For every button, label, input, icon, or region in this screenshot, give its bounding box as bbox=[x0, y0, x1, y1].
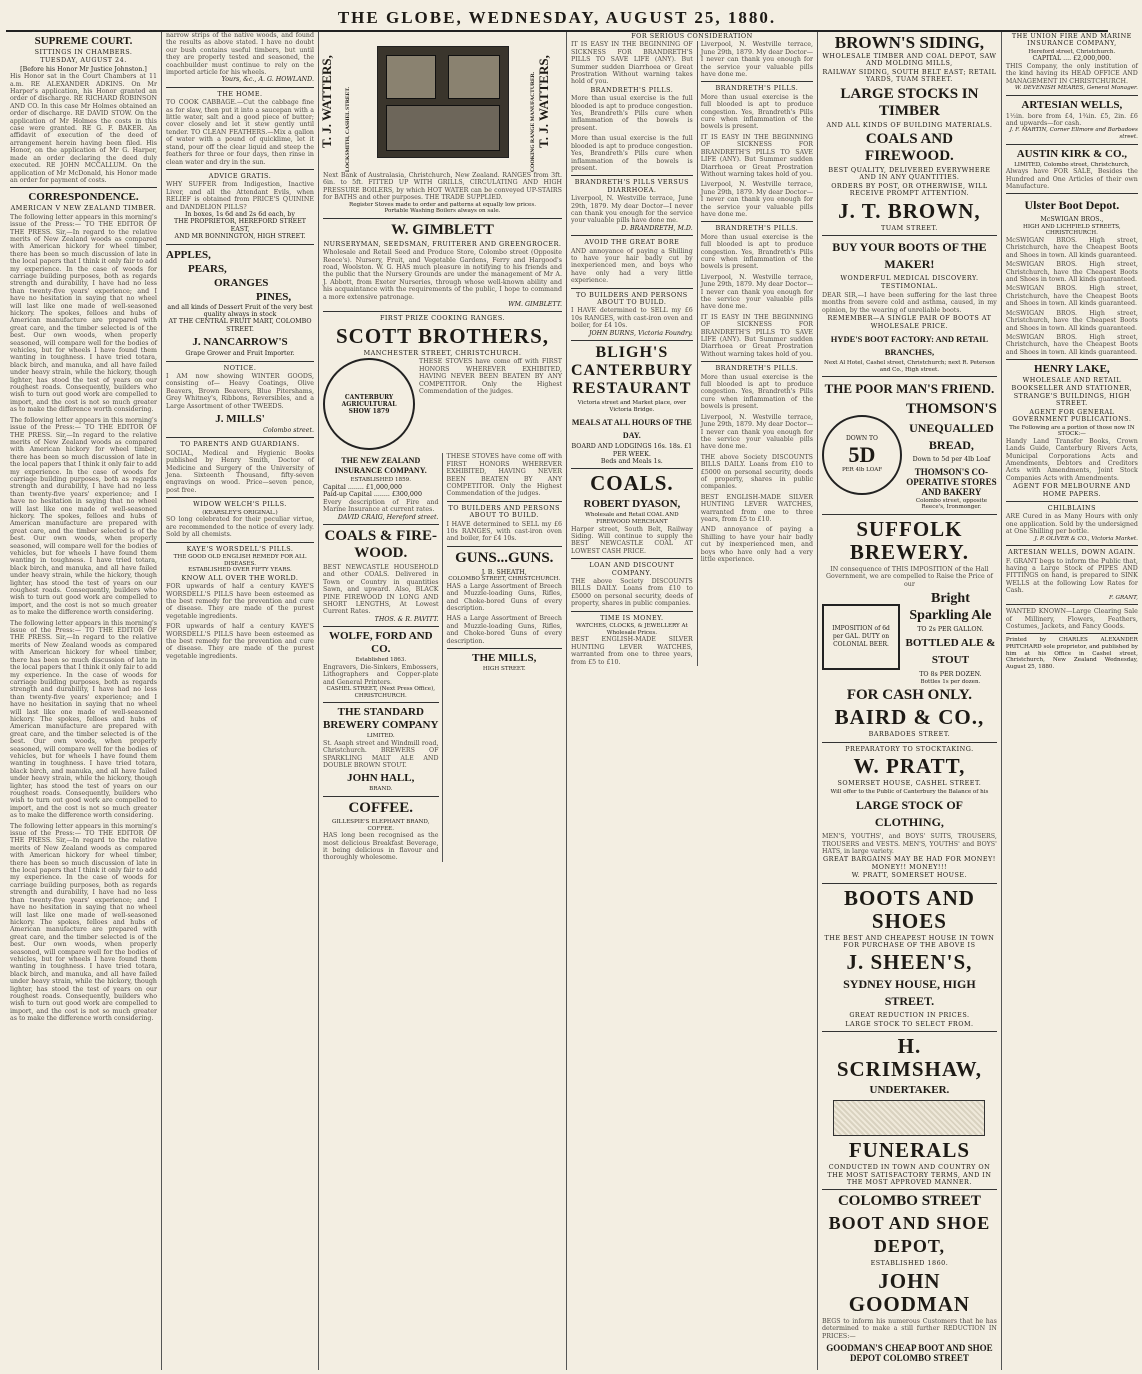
brandreth-right-7: IT IS EASY IN THE BEGINNING OF SICKNESS FOR BRANDRETH'S PILLS TO SAVE LIFE (ANY). But Summer sudden Diarrhoea or Great Prostration Without warning takes hold of you. bbox=[700, 313, 813, 358]
hearse-illustration bbox=[833, 1100, 985, 1136]
bright-ale: Bright Sparkling Ale bbox=[909, 590, 992, 623]
chemist-1: THE PROPRIETOR, HEREFORD STREET EAST, bbox=[174, 218, 306, 233]
bottled-ale: BOTTLED ALE & STOUT bbox=[905, 637, 996, 667]
gimblett-name: W. GIMBLETT bbox=[391, 221, 494, 238]
tuesday-date: TUESDAY, AUGUST 24. bbox=[40, 56, 127, 65]
buy-boots-heading: BUY YOUR BOOTS OF THE MAKER! bbox=[832, 240, 987, 272]
wanted-text: WANTED KNOWN—Large Clearing Sale of Millinery, Flowers, Feathers, Costumes, Jackets, and Fancy Goods. bbox=[1005, 608, 1138, 631]
suffolk-heading: SUFFOLK BREWERY. bbox=[849, 516, 969, 564]
guns-name: J. B. SHEATH, bbox=[481, 568, 527, 576]
column-1 bbox=[6, 32, 162, 1370]
instock-text: Handy Land Transfer Books, Crown Lands Guide, Canterbury Rivers Acts, Municipal Corporations Acts and Amendments, Debtors and Creditors Acts with Amendments, Joint Stock Companies Acts with Amendments. bbox=[1005, 437, 1138, 482]
pratt-offer: Will offer to the Public of Canterbury the Balance of his bbox=[830, 788, 989, 795]
column-5 bbox=[818, 32, 1138, 1370]
scott-medal-text: CANTERBURY AGRICULTURAL SHOW 1879 bbox=[341, 393, 397, 415]
ulster-text: McSWIGAN BROS. High street, Christchurch, have the Cheapest Boots and Shoes in town. All kinds guaranteed. bbox=[1005, 237, 1138, 259]
column-3 bbox=[319, 32, 567, 1370]
welch-heading: WIDOW WELCH'S PILLS. bbox=[193, 500, 287, 509]
artesian2-text: F. GRANT begs to inform the Public that, having a Large Stock of PIPES AND FITTINGS on hand, is prepared to SINK WELLS at the following Low Rates for Cash. bbox=[1005, 557, 1138, 595]
advice-heading: ADVICE GRATIS. bbox=[208, 171, 272, 180]
coals2-heading: COALS. bbox=[590, 471, 674, 496]
brandreth-right-6: Liverpool, N. Westville terrace, June 29th, 1879. My dear Doctor—I never can thank you enough for the service your valuable pills have done me. bbox=[700, 273, 813, 311]
coals-firewood-heading: COALS AND FIREWOOD. bbox=[865, 131, 954, 165]
brandreth-right-11: BEST ENGLISH-MADE SILVER HUNTING LEVER WATCHES, warranted from one to three years, from £5 to £10. bbox=[700, 493, 813, 523]
brandreth2-text: Liverpool, N. Westville terrace, June 29th, 1879. My dear Doctor—I never can thank you enough for the service your valuable pills have done me. bbox=[571, 195, 693, 225]
kaye-known: KNOW ALL OVER THE WORLD. bbox=[181, 573, 299, 582]
testimonial-heading: TESTIMONIAL. bbox=[880, 282, 938, 291]
bligh-sub: Victoria street and Market place, over Victoria Bridge. bbox=[577, 400, 687, 413]
funerals-sub: CONDUCTED IN TOWN AND COUNTRY ON THE MOST SATISFACTORY TERMS, AND IN THE MOST APPROVED MANNER. bbox=[827, 1163, 992, 1186]
watters-foot: Portable Washing Boilers always on sale. bbox=[384, 208, 501, 215]
correspondence-heading: CORRESPONDENCE. bbox=[28, 191, 139, 204]
baird-name: BAIRD & CO., bbox=[834, 705, 985, 730]
coals-text: BEST NEWCASTLE HOUSEHOLD and other COALS. Delivered in Town or Country in quantities Sawn, and upward. Also, BLACK PINE FIREWOOD IN LONG AND SHORT LENGTHS, At Lowest Current Rates. bbox=[323, 563, 439, 616]
bargains-line: GREAT BARGAINS MAY BE HAD FOR MONEY! MONEY!! MONEY!!! bbox=[823, 855, 996, 871]
brandreth-right-1: Liverpool, N. Westville terrace, June 29th, 1879. My dear Doctor—I never can thank you enough for the service your valuable pills have done me. bbox=[700, 41, 813, 79]
brandreth-right-heading: BRANDRETH'S PILLS. bbox=[715, 84, 799, 93]
dyason-sub: Wholesale and Retail COAL AND FIREWOOD MERCHANT bbox=[585, 512, 679, 526]
wolfe-heading: WOLFE, FORD AND CO. bbox=[328, 630, 433, 656]
hyde-sub: Next Al Hotel, Cashel street, Christchurch; next R. Peterson and Co., High street. bbox=[823, 359, 995, 373]
henry-sub: WHOLESALE AND RETAIL BOOKSELLER AND STATIONER, bbox=[1011, 376, 1133, 392]
brandreth-heading: BRANDRETH'S PILLS. bbox=[590, 85, 674, 94]
coals-heading: COALS & FIRE-WOOD. bbox=[324, 527, 437, 561]
chilblains-sig: J. P. OLIVER & CO., Victoria Market. bbox=[1034, 535, 1138, 542]
court-text: His Honor sat in the Court Chambers at 11 a.m. RE ALEXANDER ADKINS. On Mr Harper's application, his Honor granted an order of discharge. RE RICHARD ROBINSON AND CO. In this case Mr Holmes obtained an order of discharge. RE DAVID STOW. On the application of Mr Holmes the costs in this case were granted. RE G. F. BAKER. An affidavit of execution of the deed of arrangement herein having been filed. His Honor, on the application of Mr G. Harper, made an order declaring the deed duly executed. RE JOHN MCCALLUM. On the application of Mr McDonald, his Honor made an order for payment of costs. bbox=[10, 73, 157, 184]
serious-text: IT IS EASY IN THE BEGINNING OF SICKNESS FOR BRANDRETH'S PILLS TO SAVE LIFE (ANY). But Summer sudden Diarrhoea or Great Prostration Without warning takes hold of you. bbox=[571, 41, 693, 86]
brandreth2-sig: D. BRANDRETH, M.D. bbox=[621, 224, 693, 232]
ulster-text-b: McSWIGAN BROS. High street, Christchurch, have the Cheapest Boots and Shoes in town. All kinds guaranteed. bbox=[1005, 261, 1138, 284]
brandreth-right-12: AND annoyance of paying a Shilling to have your hair badly cut by inexperienced men, and boys who have only had a very little experience. bbox=[700, 526, 813, 563]
imposition-stamp bbox=[822, 604, 900, 670]
guns-addr: COLOMBO STREET, CHRISTCHURCH. bbox=[448, 576, 561, 583]
bright-price: TO 2s PER GALLON. bbox=[917, 625, 984, 633]
before-judge: [Before his Honor Mr Justice Johnston.] bbox=[20, 65, 147, 73]
correspondence-text-d: The following letter appears in this morning's issue of the Press:— TO THE EDITOR OF THE PRESS. Sir,—In regard to the relative merits of New Zealand woods as compared with American hickory for wheel timber, there has been so much discussion of late in the local papers that I think it only fair to add my experience. In the case of woods for carriage building purposes, both as regards strength and durability, I have had no less than twenty-five years' experience; and I have no hesitation in saying that no wheel will last like one made of well-seasoned hickory. The spokes, felloes and hubs of American manufacture are prepared with great care, and the timber selected is of the best. Our own woods, when properly seasoned, will compare well for the bodies of vehicles, but for wheels I have found them wanting in toughness. I have tried totara, black birch, and manuka, and all have failed under heavy strain, while the hickory, though lighter, has stood the test of years on our roughest roads. Consequently, builders who wish to turn out good work are compelled to import, and the cost is not so much greater as to make the difference worth considering. bbox=[10, 822, 157, 1023]
dyason-text: Harper street, South Belt, Railway Siding. Will continue to supply the BEST NEWCASTLE COAL AT LOWEST CASH PRICE. bbox=[571, 525, 693, 555]
avoid-heading: AVOID THE GREAT BORE bbox=[584, 238, 680, 247]
coals-firewood-sub: BEST QUALITY, DELIVERED EVERYWHERE AND IN ANY QUANTITIES. bbox=[828, 166, 991, 182]
watters-right: T. J. WATTERS, bbox=[536, 55, 551, 149]
mills-sub: Colombo street. bbox=[263, 427, 314, 435]
hyde-heading: HYDE'S BOOT FACTORY: AND RETAIL BRANCHES, bbox=[830, 333, 989, 357]
undertaker-label: UNDERTAKER. bbox=[869, 1084, 950, 1097]
mills-high: HIGH STREET. bbox=[482, 666, 526, 672]
nz-agent: DAVID CRAIG, Hereford street. bbox=[337, 513, 439, 521]
down-to-label: DOWN TO bbox=[846, 435, 878, 443]
hall-name: JOHN HALL, bbox=[347, 772, 415, 785]
watters-left: T. J. WATTERS, bbox=[319, 55, 334, 149]
time-text: BEST ENGLISH-MADE SILVER HUNTING LEVER WATCHES, warranted from one to three years, from £5 to £10. bbox=[571, 636, 693, 666]
thomson-name: THOMSON'S bbox=[906, 401, 997, 418]
goodman-text: BEGS to inform his numerous Customers that he has determined to make a still further REDUCTION IN PRICES:— bbox=[822, 1317, 997, 1340]
baird-sub: BARBADOES STREET. bbox=[868, 730, 951, 739]
goodman-name: JOHN GOODMAN bbox=[848, 1268, 971, 1316]
goodman-foot: GOODMAN'S CHEAP BOOT AND SHOE DEPOT COLOMBO STREET bbox=[826, 1343, 993, 1364]
fruit-mart: AT THE CENTRAL FRUIT MART, COLOMBO STREET. bbox=[168, 318, 312, 333]
standard-text: St. Asaph street and Windmill road, Christchurch. BREWERS OF SPARKLING MALT ALE AND DOUBLE BROWN STOUT. bbox=[323, 739, 439, 769]
artesian-heading: ARTESIAN WELLS, bbox=[1021, 98, 1123, 111]
wonderful-heading: WONDERFUL MEDICAL DISCOVERY. bbox=[840, 274, 979, 283]
union-capital: CAPITAL .... £2,000,000. bbox=[1032, 55, 1112, 63]
scrimshaw-name: H. SCRIMSHAW, bbox=[836, 1034, 983, 1082]
bottles-note: Bottles 1s per dozen. bbox=[920, 678, 981, 685]
scott-text: THESE STOVES have come off with FIRST HONORS WHEREVER EXHIBITED, HAVING NEVER BEEN BEATEN BY ANY COMPETITOR. Only the Highest Commendation of the judges. bbox=[419, 358, 562, 395]
union-heading: THE UNION FIRE AND MARINE INSURANCE COMPANY, bbox=[1011, 32, 1132, 48]
brandreth-right-9: Liverpool, N. Westville terrace, June 29th, 1879. My dear Doctor—I never can thank you enough for the service your valuable pills have done me. bbox=[700, 413, 813, 451]
ulster-sub: McSWIGAN BROS., bbox=[1040, 216, 1104, 224]
large-stocks-heading: LARGE STOCKS IN TIMBER bbox=[840, 85, 979, 119]
reduction-line: GREAT REDUCTION IN PRICES. bbox=[849, 1011, 970, 1020]
coals-sig: THOS. & R. PAVITT. bbox=[374, 615, 439, 623]
time-heading: TIME IS MONEY. bbox=[600, 613, 664, 622]
fruit-pines: PINES, bbox=[256, 290, 292, 303]
boot-established: ESTABLISHED 1860. bbox=[870, 1259, 949, 1268]
cooking-heading: FIRST PRIZE COOKING RANGES. bbox=[379, 314, 506, 323]
hall-sub: BRAND. bbox=[369, 786, 393, 793]
brown-sub2: RAILWAY SIDING, SOUTH BELT EAST; RETAIL YARDS, TUAM STREET. bbox=[822, 67, 997, 84]
fruit-pears: PEARS, bbox=[188, 262, 227, 275]
thomson-sub: UNEQUALLED BREAD, bbox=[909, 421, 994, 453]
guns-text-b: HAS a Large Assortment of Breech and Muzzle-loading Guns, Rifles, and Choke-bored Guns of every description. bbox=[446, 615, 562, 645]
correspondence-subheading: AMERICAN V NEW ZEALAND TIMBER. bbox=[10, 204, 157, 213]
kaye-established: ESTABLISHED OVER FIFTY YEARS. bbox=[188, 567, 292, 574]
parents-text: SOCIAL, Medical and Hygienic Books published by Henry Smith, Doctor of Medicine and Surgery of the University of Jena. Sixteenth Thousand, fifty-seven engravings on wood. Price—seven pence, post free. bbox=[166, 449, 314, 494]
loan-heading: LOAN AND DISCOUNT COMPANY. bbox=[589, 561, 675, 577]
welch-sub: (KEARSLEY'S ORIGINAL.) bbox=[202, 509, 278, 516]
suffolk-text: IN consequence of THIS IMPOSITION of the Hall Government, we are compelled to Raise the Price of our bbox=[826, 565, 993, 588]
clothing-text: MEN'S, YOUTHS', and BOYS' SUITS, TROUSERS, TROUSERS and VESTS. MEN'S, YOUTHS' and BOYS' HATS, in large variety. bbox=[822, 833, 997, 855]
testimonial-text: DEAR SIR,—I have been suffering for the last three months from severe cold and asthma, caused, in my opinion, by the wearing of unreliable boots. bbox=[822, 291, 997, 314]
wolfe-est: Established 1863. bbox=[355, 657, 407, 664]
brandreth2-heading: BRANDRETH'S PILLS VERSUS DIARRHOEA. bbox=[574, 178, 689, 194]
home-heading: THE HOME. bbox=[217, 89, 263, 98]
per-loaf-label: PER 4lb LOAF bbox=[841, 466, 883, 473]
boots-text: THE BEST AND CHEAPEST HOUSE IN TOWN FOR PURCHASE OF THE ABOVE IS bbox=[824, 933, 995, 949]
five-pence: 5D bbox=[848, 441, 876, 467]
coffee-heading: COFFEE. bbox=[348, 799, 414, 816]
stocktaking-heading: PREPARATORY TO STOCKTAKING. bbox=[845, 744, 974, 753]
watters-right-sub: COOKING RANGE MANUFACTURER. bbox=[530, 71, 536, 172]
guns-text: HAS a Large Assortment of Breech and Muzzle-loading Guns, Rifles, and Choke-bored Guns of every description. bbox=[446, 582, 562, 612]
guns-heading: GUNS...GUNS. bbox=[455, 549, 554, 566]
union-sig: W. DEVENISH MEARES, General Manager. bbox=[1014, 85, 1138, 92]
nz-paid: Paid-up Capital ........ £300,000 bbox=[323, 491, 422, 499]
colombo-street-heading: COLOMBO STREET bbox=[837, 1193, 981, 1210]
column-2 bbox=[162, 32, 319, 1370]
advice-price: In boxes, 1s 6d and 2s 6d each, by bbox=[185, 210, 295, 218]
union-text: THIS Company, the only institution of the kind having its HEAD OFFICE AND MANAGEMENT IN CHRISTCHURCH. bbox=[1005, 62, 1138, 85]
chilblains-heading: CHILBLAINS bbox=[1047, 504, 1096, 512]
brandreth-right-10: THE above Society DISCOUNTS BILLS DAILY. Loans from £10 to £5000 on personal security, deeds of property, shares in public companies. bbox=[700, 453, 813, 491]
correspondence-signature: Yours, &c., A. G. HOWLAND. bbox=[221, 76, 314, 84]
builders-ref-text: I HAVE determined to SELL my £6 10s RANGES, with cast-iron oven and boiler, for £4 10s. bbox=[446, 520, 562, 543]
kaye-sub: THE GOOD OLD ENGLISH REMEDY FOR ALL DISEASES. bbox=[173, 553, 307, 567]
builders-ref: TO BUILDERS AND PERSONS ABOUT TO BUILD. bbox=[448, 503, 561, 520]
bligh-heading: BLIGH'S CANTERBURY RESTAURANT bbox=[571, 344, 694, 398]
union-sub: Hereford street, Christchurch. bbox=[1028, 48, 1116, 55]
correspondence-text-c: The following letter appears in this morning's issue of the Press:— TO THE EDITOR OF THE PRESS. Sir,—In regard to the relative merits of New Zealand woods as compared with American hickory for wheel timber, there has been so much discussion of late in the local papers that I think it only fair to add my experience. In the case of woods for carriage building purposes, both as regards strength and durability, I have had no less than twenty-five years' experience; and I have no hesitation in saying that no wheel will last like one made of well-seasoned hickory. The spokes, felloes and hubs of American manufacture are prepared with great care, and the timber selected is of the best. Our own woods, when properly seasoned, will compare well for the bodies of vehicles, but for wheels I have found them wanting in toughness. I have tried totara, black birch, and manuka, and all have failed under heavy strain, while the hickory, though lighter, has stood the test of years on our roughest roads. Consequently, builders who wish to turn out good work are compelled to import, and the cost is not so much greater as to make the difference worth considering. bbox=[10, 619, 157, 820]
coffee-text: HAS long been recognised as the most delicious Breakfast Beverage, it being delicious in flavour and thoroughly wholesome. bbox=[323, 832, 439, 862]
nz-established: ESTABLISHED 1859. bbox=[350, 477, 411, 484]
serious-heading: FOR SERIOUS CONSIDERATION bbox=[631, 32, 753, 40]
thomson-coop: THOMSON'S CO-OPERATIVE STORES AND BAKERY bbox=[906, 466, 997, 497]
welch-text: SO long celebrated for their peculiar virtue, are recommended to the notice of every lady. Sold by all chemists. bbox=[166, 516, 314, 539]
austin-text: Always have FOR SALE, Besides the Hundred and One Articles of their own Manufacture. bbox=[1005, 168, 1138, 191]
orders-line: ORDERS BY POST, OR OTHERWISE, WILL RECEIVE PROMPT ATTENTION. bbox=[831, 181, 988, 198]
brandreth-right-4: Liverpool, N. Westville terrace, June 29th, 1879. My dear Doctor—I never can thank you enough for the service your valuable pills have done me. bbox=[700, 181, 813, 218]
artesian2-heading: ARTESIAN WELLS, DOWN AGAIN. bbox=[1008, 548, 1136, 557]
wolfe-text: Engravers, Die-Sinkers, Embossers, Lithographers and Copper-plate and General Printers. bbox=[323, 663, 439, 686]
sydney-house: SYDNEY HOUSE, HIGH STREET. bbox=[843, 977, 976, 1009]
advice-text: WHY SUFFER from Indigestion, Inactive Liver, and all the Attendant Evils, when RELIEF is obtained from PRICE'S QUININE and DANDELION PILLS? bbox=[166, 181, 314, 211]
boot-depot-heading: BOOT AND SHOE DEPOT, bbox=[828, 1213, 991, 1257]
large-select: LARGE STOCK TO SELECT FROM. bbox=[845, 1019, 974, 1028]
bottled-price: TO 8s PER DOZEN. bbox=[919, 671, 982, 679]
grant-sig: F. GRANT, bbox=[1108, 594, 1138, 601]
notice-text: I AM now showing WINTER GOODS, consisting of— Heavy Coatings, Olive Beavers, Brown Beavers, Blue Pitershams, Grey Whitney's, Ribbons, Reversibles, and a Large Assortment of other TWEEDS. bbox=[166, 373, 314, 410]
boots-shoes-heading: BOOTS AND SHOES bbox=[843, 885, 975, 933]
kaye-text-b: FOR upwards of half a century KAYE'S WORSDELL'S PILLS have been esteemed as the best remedy for the prevention and cure of disease. They are made of the purest vegetable ingredients. bbox=[166, 623, 314, 660]
bligh-meals: MEALS AT ALL HOURS OF THE DAY. bbox=[571, 418, 692, 441]
chilblains-text: ARE Cured in as Many Hours with only one application. Sold by the undersigned at One Shilling per bottle. bbox=[1005, 513, 1138, 536]
scott-medal bbox=[323, 358, 415, 450]
scott-name: SCOTT BROTHERS, bbox=[335, 323, 549, 348]
masthead: THE GLOBE, WEDNESDAY, AUGUST 25, 1880. bbox=[6, 6, 1108, 32]
notice-heading: NOTICE. bbox=[223, 363, 257, 372]
correspondence-continued: narrow strips of the native woods, and found the results as above stated. I have no doubt our bush contains useful timbers, but until they are properly tested and seasoned, the coachbuilder must continue to rely on the imported article for his wheels. bbox=[166, 32, 314, 77]
home-text: TO COOK CABBAGE.—Cut the cabbage fine as for slaw, then put it into a saucepan with a little water, salt and a good piece of butter; cover closely and let it stew gently until tender. TO CLEAN FEATHERS.—Mix a gallon of water with a pound of quicklime, let it stand, pour off the clear liquid and steep the feathers for three or four days, then rinse in clean water and dry in the sun. bbox=[166, 99, 314, 166]
loan-text: THE above Society DISCOUNTS BILLS DAILY. Loans from £10 to £5000 on personal security, deeds of property, shares in public companies. bbox=[571, 578, 693, 608]
standard-sub: LIMITED. bbox=[366, 733, 395, 740]
fruit-text: and all kinds of Dessert Fruit of the very best quality always in stock bbox=[167, 303, 313, 318]
brandreth-right-2: More than usual exercise is the full blooded is apt to produce congestion. Yes, Brandreth's Pills cure when inflammation of the bowels is present. bbox=[700, 93, 813, 131]
nancarrow-name: J. NANCARROW'S bbox=[192, 336, 288, 349]
printed-notice: Printed by CHARLES ALEXANDER PRITCHARD sole proprietor, and published by him at his Office in Cashel street, Christchurch, New Zealand Wednesday, August 25, 1880. bbox=[1005, 637, 1138, 670]
brandreth-right-heading-2: BRANDRETH'S PILLS. bbox=[715, 224, 799, 233]
gimblett-sub: NURSERYMAN, SEEDSMAN, FRUITERER AND GREENGROCER. bbox=[323, 239, 562, 248]
builders-text: I HAVE determined to SELL my £6 10s RANGES, with cast-iron oven and boiler, for £4 10s. bbox=[571, 307, 693, 330]
time-sub: WATCHES, CLOCKS, & JEWELLERY At Wholesale Prices. bbox=[576, 623, 688, 636]
nz-text: Every description of Fire and Marine Insurance at current rates. bbox=[323, 498, 439, 514]
scott-sub: MANCHESTER STREET, CHRISTCHURCH. bbox=[363, 348, 522, 357]
correspondence-text: The following letter appears in this morning's issue of the Press:— TO THE EDITOR OF THE PRESS. Sir,—In regard to the relative merits of New Zealand woods as compared with American hickory for wheel timber, there has been so much discussion of late in the local papers that I think it only fair to add my experience. In the case of woods for carriage building purposes, both as regards strength and durability, I have had no less than twenty-five years' experience; and I have no hesitation in saying that no wheel will last like one made of well-seasoned hickory. The spokes, felloes and hubs of American manufacture are prepared with great care, and the timber selected is of the best. Our own woods, when properly seasoned, will compare well for the bodies of vehicles, but for wheels I have found them wanting in toughness. I have tried totara, black birch, and manuka, and all have failed under heavy strain, while the hickory, though lighter, has stood the test of years on our roughest roads. Consequently, builders who wish to turn out good work are compelled to import, and the cost is not so much greater as to make the difference worth considering. bbox=[10, 213, 157, 414]
nancarrow-sub: Grape Grower and Fruit Importer. bbox=[185, 350, 295, 358]
coffee-sub: GILLESPIE'S ELEPHANT BRAND, COFFEE. bbox=[331, 818, 430, 832]
artesian-sig: J. F. MARTIN, Corner Ellmore and Barbadoes street. bbox=[1009, 127, 1138, 141]
agent-heading: AGENT FOR GENERAL GOVERNMENT PUBLICATIONS. bbox=[1012, 407, 1132, 424]
thomson-price: Down to 5d per 4lb Loaf bbox=[912, 456, 991, 464]
brandreth-right-5: More than usual exercise is the full blooded is apt to produce congestion. Yes, Brandreth's Pills cure when inflammation of the bowels is present. bbox=[700, 233, 813, 271]
instock-heading: The Following are a portion of those now IN STOCK:— bbox=[1009, 424, 1135, 438]
builders-heading: TO BUILDERS AND PERSONS ABOUT TO BUILD. bbox=[576, 290, 688, 306]
brown-sub: WHOLESALE TIMBER AND COAL DEPOT, SAW AND MOLDING MILLS, bbox=[822, 52, 997, 68]
nz-insurance-heading: THE NEW ZEALAND INSURANCE COMPANY. bbox=[334, 456, 427, 476]
mills-name: J. MILLS' bbox=[215, 413, 265, 426]
pratt-name: W. PRATT, bbox=[853, 754, 966, 779]
remember-line: REMEMBER—A SINGLE PAIR OF BOOTS AT WHOLESALE PRICE. bbox=[827, 314, 992, 330]
henry-heading: HENRY LAKE, bbox=[1034, 363, 1110, 376]
fruit-apples: APPLES, bbox=[166, 248, 211, 261]
bligh-board: BOARD AND LODGINGS 16s. 18s. £1 PER WEEK. bbox=[571, 443, 693, 458]
melbourne-heading: AGENT FOR MELBOURNE AND HOME PAPERS. bbox=[1013, 482, 1131, 498]
cooking-range-illustration bbox=[377, 46, 509, 158]
ulster-sub2: HIGH AND LICHFIELD STREETS, CHRISTCHURCH. bbox=[1022, 223, 1121, 237]
pratt-sub: SOMERSET HOUSE, CASHEL STREET. bbox=[837, 779, 982, 788]
watters-text: Next Bank of Australasia, Christchurch, New Zealand. RANGES from 3ft. 6in. to 5ft. FITTED UP WITH GRILLS, CIRCULATING AND HIGH PRESSURE BOILERS, by which HOT WATER can be conveyed UP-STAIRS for BATHS and other purposes. THE TRADE SUPPLIED. bbox=[323, 172, 562, 202]
brandreth-text-b: More than usual exercise is the full blooded is apt to produce congestion. Yes, Brandreth's Pills cure when inflammation of the bowels is present. bbox=[571, 135, 693, 172]
watters-left-sub: LOCKSMITH, CASHEL STREET. bbox=[345, 86, 351, 172]
austin-sub: LIMITED, Colombo street, Christchurch, bbox=[1014, 161, 1130, 168]
brandreth-right-heading-3: BRANDRETH'S PILLS. bbox=[715, 364, 799, 373]
sheen-name: J. SHEEN'S, bbox=[846, 950, 973, 975]
parents-heading: TO PARENTS AND GUARDIANS. bbox=[180, 440, 300, 449]
pratt-foot: W. PRATT, SOMERSET HOUSE. bbox=[851, 871, 968, 880]
jt-brown-sub: TUAM STREET. bbox=[881, 223, 938, 232]
thomson-addr: Colombo street, opposite Reece's, Ironmonger. bbox=[915, 497, 988, 511]
henry-sub2: STRANGE'S BUILDINGS, HIGH STREET. bbox=[1013, 391, 1130, 408]
chambers-subheading: SITTINGS IN CHAMBERS. bbox=[34, 48, 133, 56]
gimblett-text: Wholesale and Retail Seed and Produce Store, Colombo street (Opposite Reece's). Nursery, Fruit, and Vegetable Gardens, Ferry and Hargood's road, Woolston. W. G. HAS much pleasure in notifying to his friends and the public that the Nursery Grounds are under the management of Mr A. J. Abbott, from Exeter Nurseries, through whose well-known ability and his acquaintance with the requirements of the public, I hope to command a more extensive patronage. bbox=[323, 249, 562, 301]
column-4 bbox=[567, 32, 818, 1370]
ulster-text-d: McSWIGAN BROS. High street, Christchurch, have the Cheapest Boots and Shoes in town. All kinds guaranteed. bbox=[1005, 309, 1138, 332]
standard-heading: THE STANDARD BREWERY COMPANY bbox=[323, 706, 439, 732]
brandreth-right-8: More than usual exercise is the full blooded is apt to produce congestion. Yes, Brandreth's Pills cure when inflammation of the bowels is present. bbox=[700, 373, 813, 411]
avoid-text: AND annoyance of paying a Shilling to have your hair badly cut by inexperienced men, and boys who have only had a very little experience. bbox=[571, 247, 693, 285]
imposition-text: IMPOSITION of 6d per GAL. DUTY on COLONIAL BEER. bbox=[832, 624, 890, 648]
ulster-heading: Ulster Boot Depot. bbox=[1024, 198, 1120, 213]
dyason-name: ROBERT DYASON, bbox=[583, 498, 681, 511]
scott-text-b: THESE STOVES have come off with FIRST HONORS WHEREVER EXHIBITED, HAVING NEVER BEEN BEATEN BY ANY COMPETITOR. Only the Highest Commendation of the judges. bbox=[446, 453, 562, 498]
brandreth-right-3: IT IS EASY IN THE BEGINNING OF SICKNESS FOR BRANDRETH'S PILLS TO SAVE LIFE (ANY). But Summer sudden Diarrhoea or Great Prostration Without warning takes hold of you. bbox=[700, 133, 813, 178]
kaye-heading: KAYE'S WORSDELL'S PILLS. bbox=[186, 544, 294, 553]
mills-heading: THE MILLS, bbox=[472, 652, 537, 664]
kaye-text: FOR upwards of half a century KAYE'S WORSDELL'S PILLS have been esteemed as the best remedy for the prevention and cure of disease. They are made of the purest vegetable ingredients. bbox=[166, 583, 314, 620]
watters-ad bbox=[319, 32, 562, 172]
nz-capital: Capital ........ £1,000,000 bbox=[323, 483, 402, 491]
brown-heading: BROWN'S SIDING, bbox=[834, 33, 985, 52]
wolfe-cashel: CASHEL STREET, (Next Press Office), CHRISTCHURCH. bbox=[326, 685, 436, 699]
large-stock-clothing: LARGE STOCK OF CLOTHING, bbox=[855, 798, 963, 830]
austin-heading: AUSTIN KIRK & CO., bbox=[1016, 147, 1128, 160]
bligh-beds: Beds and Meals 1s. bbox=[600, 458, 663, 466]
ulster-text-e: McSWIGAN BROS. High street, Christchurch, have the Cheapest Boots and Shoes in town. All kinds guaranteed. bbox=[1005, 333, 1138, 356]
fruit-oranges: ORANGES bbox=[214, 276, 269, 289]
ulster-text-c: McSWIGAN BROS. High street, Christchurch, have the Cheapest Boots and Shoes in town. All kinds guaranteed. bbox=[1005, 285, 1138, 308]
cash-only: FOR CASH ONLY. bbox=[846, 687, 973, 704]
builders-sig: JOHN BURNS, Victoria Foundry. bbox=[588, 329, 693, 337]
brandreth-text: More than usual exercise is the full blooded is apt to produce congestion. Yes, Brandreth's Pills cure when inflammation of the bowels is present. bbox=[571, 95, 693, 132]
gimblett-sig: WM. GIMBLETT. bbox=[508, 301, 562, 309]
bread-badge bbox=[822, 415, 902, 495]
poor-heading: THE POOR MAN'S FRIEND. bbox=[824, 381, 995, 397]
correspondence-text-b: The following letter appears in this morning's issue of the Press:— TO THE EDITOR OF THE PRESS. Sir,—In regard to the relative merits of New Zealand woods as compared with American hickory for wheel timber, there has been so much discussion of late in the local papers that I think it only fair to add my experience. In the case of woods for carriage building purposes, both as regards strength and durability, I have had no less than twenty-five years' experience; and I have no hesitation in saying that no wheel will last like one made of well-seasoned hickory. The spokes, felloes and hubs of American manufacture are prepared with great care, and the timber selected is of the best. Our own woods, when properly seasoned, will compare well for the bodies of vehicles, but for wheels I have found them wanting in toughness. I have tried totara, black birch, and manuka, and all have failed under heavy strain, while the hickory, though lighter, has stood the test of years on our roughest roads. Consequently, builders who wish to turn out good work are compelled to import, and the cost is not so much greater as to make the difference worth considering. bbox=[10, 416, 157, 617]
large-stocks-sub: AND ALL KINDS OF BUILDING MATERIALS. bbox=[826, 120, 993, 129]
supreme-court-heading: SUPREME COURT. bbox=[34, 35, 133, 47]
artesian-text: 1½in. bore from £4, 1¾in. £5, 2in. £6 and upwards—for cash. bbox=[1005, 112, 1138, 128]
chemist-2: AND MR BONNINGTON, HIGH STREET. bbox=[174, 233, 306, 241]
columns bbox=[6, 32, 1138, 1370]
funerals-heading: FUNERALS bbox=[848, 1138, 971, 1163]
watters-price: Register Stoves made to order and patterns at equally low prices. bbox=[349, 201, 536, 208]
jt-brown-name: J. T. BROWN, bbox=[838, 198, 981, 223]
